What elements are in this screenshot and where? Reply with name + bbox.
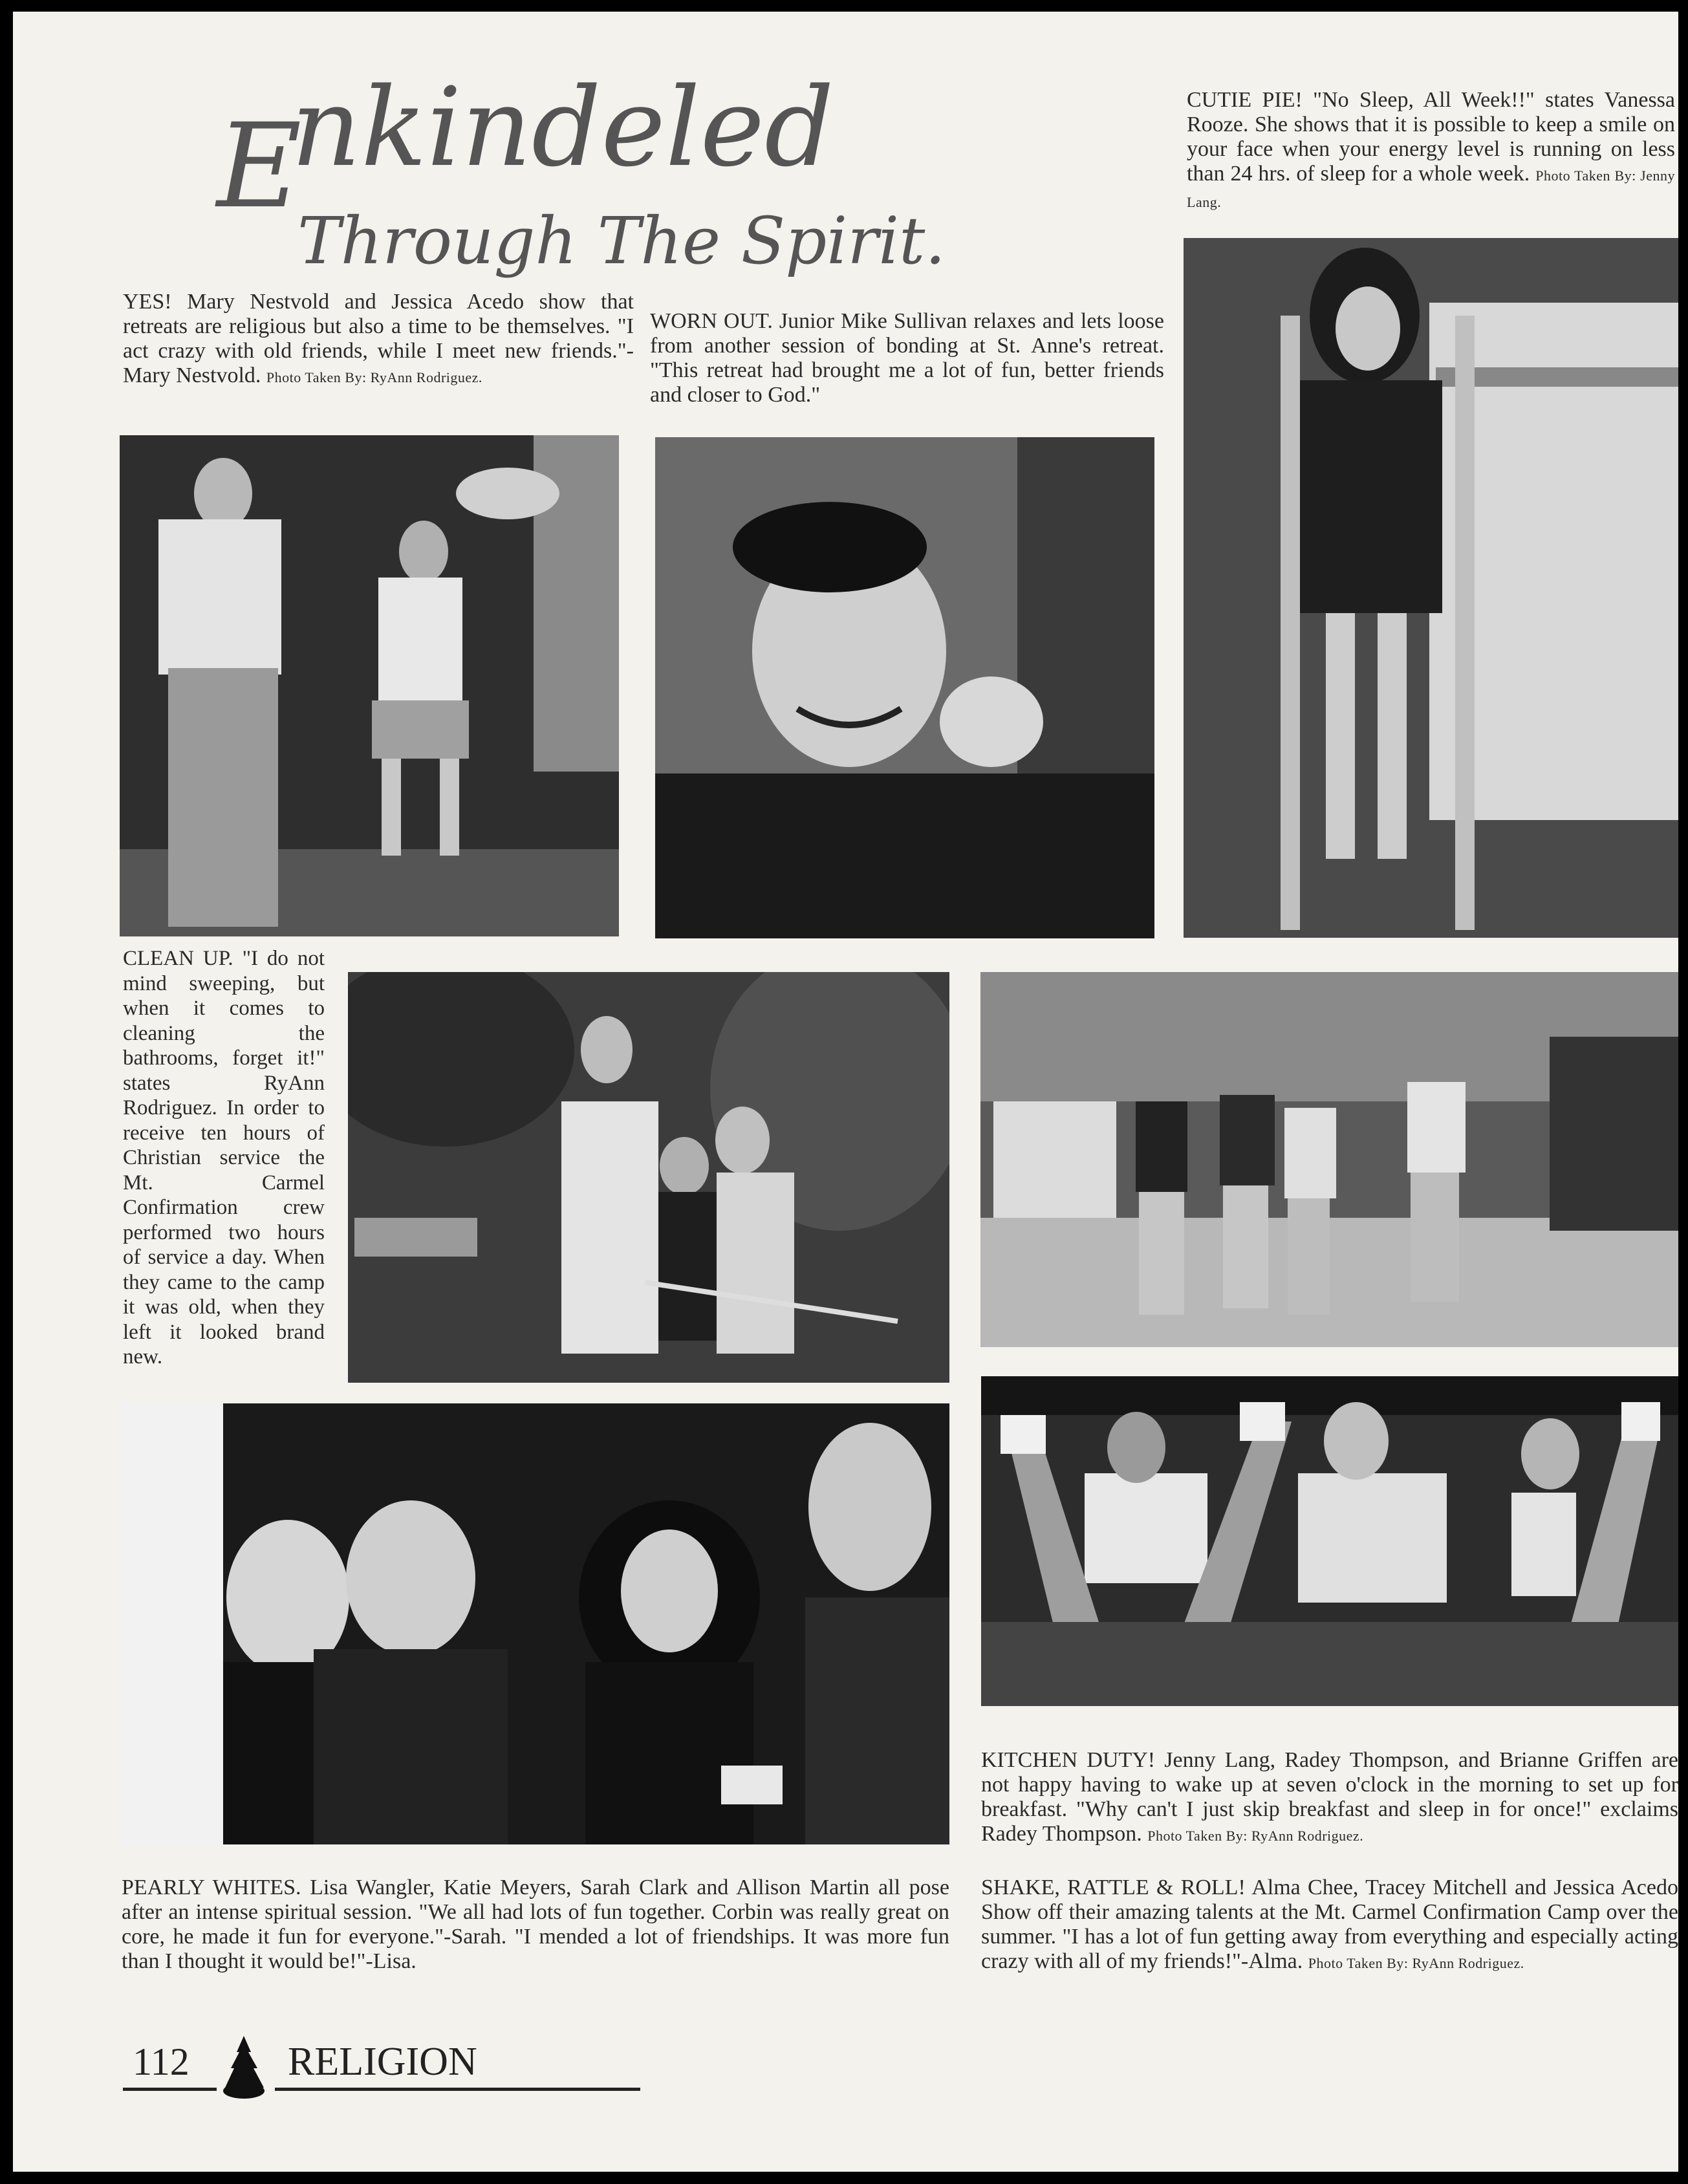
section-name: RELIGION xyxy=(288,2040,477,2084)
photo-dancing-girls xyxy=(120,435,619,936)
footer-rule-left xyxy=(123,2088,217,2091)
footer-rule-right xyxy=(275,2088,640,2091)
title-subtitle: Through The Spirit. xyxy=(298,203,946,279)
photo-four-girls xyxy=(120,1403,949,1844)
caption-pearly-whites: PEARLY WHITES. Lisa Wangler, Katie Meyers, Sarah Clark and Allison Martin all pose after an intense spiritual session. "We all had lots of fun together. Corbin was really great on core, he made it fun for everyone."-Sarah. "I mended a lot of friendships. It was more fun than I thought it would be!"-Lisa. xyxy=(122,1876,949,1973)
caption-clean-up: CLEAN UP. "I do not mind sweeping, but when it comes to cleaning the bathrooms, forget it!" states RyAnn Rodriguez. In order to receive ten hours of Christian service the Mt. Carmel Confirmation crew performed two hours of service a day. When they came to the camp it was old, when they left it looked brand new. xyxy=(123,947,325,1368)
caption-kitchen-duty-credit: Photo Taken By: RyAnn Rodriguez. xyxy=(1147,1828,1364,1844)
page-number: 112 xyxy=(133,2040,189,2083)
photo-walking-group xyxy=(980,972,1678,1347)
caption-kitchen-duty xyxy=(981,1748,1678,1848)
footer xyxy=(123,2036,640,2101)
caption-shake-rattle xyxy=(981,1876,1678,1976)
caption-kitchen-duty-text: KITCHEN DUTY! Jenny Lang, Radey Thompson, and Brianne Griffen are not happy having to wake up at seven o'clock in the morning to set up for breakfast. "Why can't I just skip breakfast and sleep in for once!" exclaims Radey Thompson. xyxy=(981,1748,1678,1846)
photo-kitchen-duty xyxy=(981,1376,1678,1706)
caption-cutie-pie-credit: Photo Taken By: Jenny Lang. xyxy=(1187,168,1676,210)
caption-yes-credit: Photo Taken By: RyAnn Rodriguez. xyxy=(266,369,482,385)
caption-shake-rattle-text: SHAKE, RATTLE & ROLL! Alma Chee, Tracey Mitchell and Jessica Acedo Show off their amazing talents at the Mt. Carmel Confirmation Camp over the summer. "I has a lot of fun getting away from everything and especially acting crazy with all of my friends!"-Alma. xyxy=(981,1876,1678,1973)
caption-yes xyxy=(123,290,634,390)
caption-cutie-pie-text: CUTIE PIE! "No Sleep, All Week!!" states Vanessa Rooze. She shows that it is possible to keep a smile on your face when your energy level is running on less than 24 hrs. of sleep for a whole week. xyxy=(1187,88,1675,186)
photo-boy-cap xyxy=(655,437,1154,938)
photo-broom-girls xyxy=(348,972,949,1383)
caption-shake-rattle-credit: Photo Taken By: RyAnn Rodriguez. xyxy=(1308,1955,1524,1971)
photo-girl-bunk xyxy=(1184,238,1678,938)
caption-cutie-pie xyxy=(1187,88,1675,215)
title-main: nkindeled xyxy=(291,64,834,191)
tree-icon xyxy=(220,2036,268,2101)
caption-yes-text: YES! Mary Nestvold and Jessica Acedo show that retreats are religious but also a time to be themselves. "I act crazy with old friends, while I meet new friends."-Mary Nestvold. xyxy=(123,290,634,387)
caption-worn-out: WORN OUT. Junior Mike Sullivan relaxes and lets loose from another session of bonding at St. Anne's retreat. "This retreat had brought me a lot of fun, better friends and closer to God." xyxy=(650,309,1164,407)
title-initial: E xyxy=(217,99,302,234)
yearbook-page xyxy=(13,12,1678,2172)
